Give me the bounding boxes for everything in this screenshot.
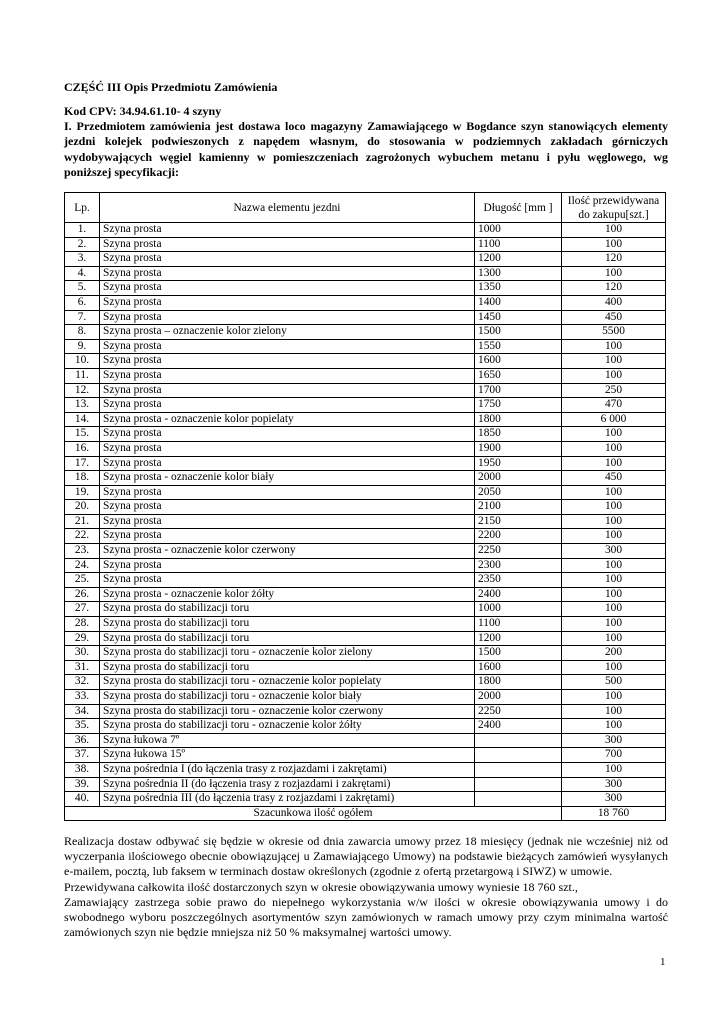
table-header-row [65,193,666,223]
table-row [65,354,666,369]
table-row [65,398,666,413]
cell-qty: 100 [562,602,666,617]
table-row [65,412,666,427]
cell-qty: 400 [562,295,666,310]
table-row [65,748,666,763]
cell-length: 1900 [475,441,562,456]
cell-qty: 500 [562,675,666,690]
cell-name: Szyna prosta [100,339,475,354]
cell-qty: 100 [562,514,666,529]
document-heading: CZĘŚĆ III Opis Przedmiotu Zamówienia [64,80,278,94]
cell-qty: 6 000 [562,412,666,427]
cell-length [475,762,562,777]
table-row [65,514,666,529]
table-row [65,456,666,471]
cell-qty: 120 [562,281,666,296]
cell-name: Szyna prosta [100,398,475,413]
table-row [65,777,666,792]
table-row [65,339,666,354]
table-body [65,223,666,807]
cell-lp: 14. [65,412,100,427]
cell-length [475,777,562,792]
cell-lp: 10. [65,354,100,369]
table-row [65,675,666,690]
cell-name: Szyna prosta do stabilizacji toru - oznaczenie kolor żółty [100,719,475,734]
page-number: 1 [660,956,666,968]
cell-name: Szyna prosta [100,310,475,325]
cell-length: 2100 [475,500,562,515]
cell-length: 1100 [475,617,562,632]
cell-length: 1300 [475,266,562,281]
cell-name: Szyna łukowa 7º [100,733,475,748]
footer-section [64,834,668,940]
cell-qty: 100 [562,237,666,252]
cell-name: Szyna prosta [100,237,475,252]
cell-lp: 6. [65,295,100,310]
table-row [65,237,666,252]
table-row [65,500,666,515]
cell-name: Szyna prosta do stabilizacji toru - oznaczenie kolor biały [100,690,475,705]
cell-name: Szyna prosta - oznaczenie kolor żółty [100,587,475,602]
cell-qty: 100 [562,719,666,734]
table-row [65,558,666,573]
cell-lp: 23. [65,544,100,559]
cell-name: Szyna prosta [100,441,475,456]
cell-length: 1000 [475,223,562,238]
cell-name: Szyna prosta [100,427,475,442]
cell-lp: 29. [65,631,100,646]
cell-qty: 100 [562,631,666,646]
cell-name: Szyna prosta [100,383,475,398]
footer-paragraph: Realizacja dostaw odbywać się będzie w okresie od dnia zawarcia umowy przez 18 miesięcy (jednak nie wcześniej niż od wyczerpania ilościowego obecnie obowiązującej u Zamawiającego Umowy) na podstawie bieżących zamówień wysyłanych e-mailem, pocztą, lub faksem w terminach dostaw określonych (zgodnie z ofertą przetargową i SIWZ) w umowie. [64,834,668,879]
cell-length: 1200 [475,631,562,646]
cell-lp: 3. [65,252,100,267]
cell-length: 1600 [475,660,562,675]
cell-qty: 100 [562,456,666,471]
table-row [65,529,666,544]
cell-length: 1500 [475,646,562,661]
table-row [65,325,666,340]
table-row [65,792,666,807]
cell-lp: 40. [65,792,100,807]
table-row [65,602,666,617]
cell-length: 1800 [475,412,562,427]
footer-paragraph: Przewidywana całkowita ilość dostarczonych szyn w okresie obowiązywania umowy wyniesie 18 760 szt., [64,879,578,894]
cell-qty: 300 [562,733,666,748]
table-row [65,485,666,500]
cell-length [475,733,562,748]
header-length: Długość [mm ] [475,193,562,223]
cell-lp: 13. [65,398,100,413]
table-row [65,719,666,734]
cell-length [475,792,562,807]
cell-name: Szyna prosta [100,223,475,238]
cell-length: 1200 [475,252,562,267]
cell-name: Szyna prosta [100,529,475,544]
cell-qty: 100 [562,427,666,442]
table-row [65,544,666,559]
cell-name: Szyna prosta [100,281,475,296]
cell-lp: 35. [65,719,100,734]
cell-qty: 5500 [562,325,666,340]
cell-length: 1750 [475,398,562,413]
cell-qty: 100 [562,704,666,719]
cell-lp: 31. [65,660,100,675]
cell-qty: 300 [562,777,666,792]
cell-lp: 2. [65,237,100,252]
intro-paragraph: I. Przedmiotem zamówienia jest dostawa loco magazyny Zamawiającego w Bogdance szyn stanowiących elementy jezdni kolejek podwieszonych z napędem własnym, do stosowania w podziemnych zakładach górniczych wydobywających węgiel kamienny w pomieszczeniach zagrożonych wybuchem metanu i pyłu węglowego, wg poniższej specyfikacji: [64,119,668,179]
cell-lp: 5. [65,281,100,296]
cell-qty: 100 [562,266,666,281]
table-row [65,704,666,719]
table-row [65,281,666,296]
table-row [65,295,666,310]
cell-name: Szyna prosta do stabilizacji toru [100,602,475,617]
table-row [65,660,666,675]
cell-lp: 19. [65,485,100,500]
header-lp: Lp. [65,193,100,223]
specification-table [64,192,666,821]
cell-lp: 24. [65,558,100,573]
cell-qty: 100 [562,529,666,544]
cell-length: 1100 [475,237,562,252]
cell-length: 2150 [475,514,562,529]
cell-length: 2000 [475,471,562,486]
cell-length: 1500 [475,325,562,340]
cell-length: 2350 [475,573,562,588]
cell-qty: 100 [562,617,666,632]
table-row [65,587,666,602]
cell-length: 1850 [475,427,562,442]
cell-lp: 15. [65,427,100,442]
cell-lp: 9. [65,339,100,354]
cell-name: Szyna prosta [100,295,475,310]
table-row [65,266,666,281]
cpv-code: Kod CPV: 34.94.61.10- 4 szyny [64,104,222,118]
cell-length: 2400 [475,719,562,734]
cell-qty: 450 [562,471,666,486]
cell-qty: 100 [562,500,666,515]
cell-lp: 7. [65,310,100,325]
cell-lp: 16. [65,441,100,456]
cell-lp: 37. [65,748,100,763]
cell-lp: 22. [65,529,100,544]
cell-name: Szyna prosta [100,354,475,369]
cell-qty: 100 [562,368,666,383]
cell-name: Szyna prosta do stabilizacji toru - oznaczenie kolor czerwony [100,704,475,719]
cell-lp: 32. [65,675,100,690]
cell-qty: 100 [562,660,666,675]
cell-length: 2250 [475,544,562,559]
table-row [65,573,666,588]
cell-length: 1350 [475,281,562,296]
cell-qty: 100 [562,587,666,602]
cell-qty: 100 [562,354,666,369]
cell-length: 1450 [475,310,562,325]
cell-length: 2200 [475,529,562,544]
cell-name: Szyna prosta do stabilizacji toru - oznaczenie kolor popielaty [100,675,475,690]
table-row [65,441,666,456]
cell-qty: 700 [562,748,666,763]
cell-qty: 100 [562,558,666,573]
total-row [65,806,666,821]
cell-qty: 100 [562,573,666,588]
table-row [65,471,666,486]
cell-name: Szyna prosta [100,456,475,471]
cell-length: 2300 [475,558,562,573]
cell-length [475,748,562,763]
cell-lp: 20. [65,500,100,515]
cell-lp: 11. [65,368,100,383]
cell-qty: 300 [562,792,666,807]
cell-name: Szyna prosta do stabilizacji toru [100,660,475,675]
cell-length: 1950 [475,456,562,471]
cell-lp: 4. [65,266,100,281]
cell-length: 1800 [475,675,562,690]
cell-name: Szyna prosta [100,514,475,529]
cell-qty: 100 [562,690,666,705]
cell-name: Szyna prosta [100,558,475,573]
cell-length: 2250 [475,704,562,719]
table-row [65,646,666,661]
cell-length: 1650 [475,368,562,383]
total-value: 18 760 [562,806,666,821]
cell-lp: 26. [65,587,100,602]
cell-name: Szyna prosta [100,252,475,267]
cell-qty: 100 [562,339,666,354]
cell-qty: 250 [562,383,666,398]
cell-lp: 1. [65,223,100,238]
table-row [65,617,666,632]
cell-name: Szyna prosta - oznaczenie kolor czerwony [100,544,475,559]
cell-qty: 470 [562,398,666,413]
cell-name: Szyna prosta [100,368,475,383]
table-row [65,427,666,442]
cell-lp: 18. [65,471,100,486]
intro-section [64,104,668,180]
cell-length: 2400 [475,587,562,602]
cell-length: 2000 [475,690,562,705]
cell-qty: 300 [562,544,666,559]
cell-lp: 17. [65,456,100,471]
cell-name: Szyna prosta do stabilizacji toru [100,617,475,632]
table-row [65,310,666,325]
cell-length: 2050 [475,485,562,500]
cell-name: Szyna prosta [100,573,475,588]
cell-lp: 38. [65,762,100,777]
cell-length: 1550 [475,339,562,354]
cell-name: Szyna pośrednia I (do łączenia trasy z rozjazdami i zakrętami) [100,762,475,777]
cell-qty: 100 [562,762,666,777]
table-row [65,252,666,267]
table-row [65,631,666,646]
table-row [65,383,666,398]
cell-length: 1600 [475,354,562,369]
cell-lp: 28. [65,617,100,632]
cell-lp: 34. [65,704,100,719]
cell-length: 1400 [475,295,562,310]
table-row [65,762,666,777]
cell-name: Szyna prosta do stabilizacji toru [100,631,475,646]
cell-name: Szyna prosta - oznaczenie kolor biały [100,471,475,486]
cell-lp: 21. [65,514,100,529]
cell-length: 1700 [475,383,562,398]
cell-qty: 450 [562,310,666,325]
cell-length: 1000 [475,602,562,617]
cell-lp: 30. [65,646,100,661]
cell-qty: 100 [562,485,666,500]
cell-lp: 27. [65,602,100,617]
cell-qty: 100 [562,223,666,238]
cell-name: Szyna prosta – oznaczenie kolor zielony [100,325,475,340]
cell-lp: 25. [65,573,100,588]
cell-name: Szyna prosta [100,266,475,281]
cell-lp: 12. [65,383,100,398]
table-row [65,368,666,383]
cell-name: Szyna prosta - oznaczenie kolor popielaty [100,412,475,427]
cell-lp: 36. [65,733,100,748]
table-row [65,733,666,748]
table-row [65,223,666,238]
cell-name: Szyna prosta [100,500,475,515]
cell-name: Szyna łukowa 15º [100,748,475,763]
header-qty: Ilość przewidywana do zakupu[szt.] [562,193,666,223]
cell-qty: 120 [562,252,666,267]
total-label: Szacunkowa ilość ogółem [65,806,562,821]
cell-qty: 100 [562,441,666,456]
cell-name: Szyna pośrednia II (do łączenia trasy z rozjazdami i zakrętami) [100,777,475,792]
cell-name: Szyna prosta do stabilizacji toru - oznaczenie kolor zielony [100,646,475,661]
cell-lp: 8. [65,325,100,340]
cell-name: Szyna prosta [100,485,475,500]
header-name: Nazwa elementu jezdni [100,193,475,223]
cell-lp: 33. [65,690,100,705]
table-row [65,690,666,705]
cell-name: Szyna pośrednia III (do łączenia trasy z rozjazdami i zakrętami) [100,792,475,807]
cell-lp: 39. [65,777,100,792]
footer-paragraph: Zamawiający zastrzega sobie prawo do niepełnego wykorzystania w/w ilości w okresie obowiązywania umowy i do swobodnego wyboru poszczególnych asortymentów szyn zamówionych w ramach umowy przy czym minimalna wartość zamówionych szyn nie będzie mniejsza niż 50 % maksymalnej wartości umowy. [64,894,668,940]
cell-qty: 200 [562,646,666,661]
